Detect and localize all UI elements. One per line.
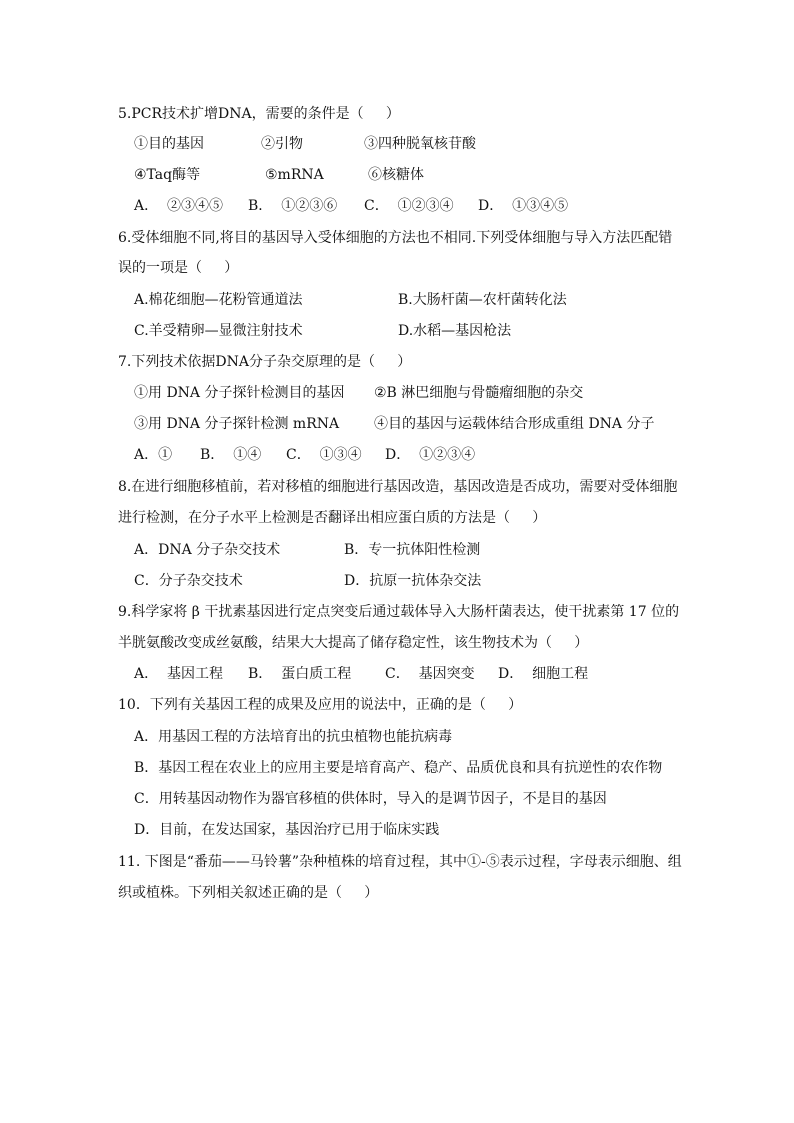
q5-choice-c: C． ①②③④	[364, 198, 454, 214]
q5-choice-a: A． ②③④⑤	[134, 198, 224, 214]
q11-stem-line2: 织或植株。下列相关叙述正确的是（ ）	[118, 885, 379, 901]
q6-stem-line1: 6.受体细胞不同,将目的基因导入受体细胞的方法也不相同.下列受体细胞与导入方法匹配错	[118, 230, 673, 246]
q10-stem: 10．下列有关基因工程的成果及应用的说法中，正确的是（ ）	[118, 697, 523, 713]
q5-item-6: ⑥核糖体	[368, 167, 424, 183]
q9-choice-d: D． 细胞工程	[498, 666, 589, 682]
q6-stem-line2: 误的一项是（ ）	[118, 260, 239, 276]
q8-choice-c: C．分子杂交技术	[134, 573, 243, 589]
q10-choice-a: A．用基因工程的方法培育出的抗虫植物也能抗病毒	[134, 729, 453, 745]
q10-choice-d: D．目前，在发达国家，基因治疗已用于临床实践	[134, 822, 440, 838]
q7-item-2: ②B 淋巴细胞与骨髓瘤细胞的杂交	[374, 385, 584, 401]
q10-choice-c: C．用转基因动物作为器官移植的供体时，导入的是调节因子，不是目的基因	[134, 791, 607, 807]
q7-item-3: ③用 DNA 分子探针检测 mRNA	[134, 416, 340, 432]
q7-stem: 7.下列技术依据DNA分子杂交原理的是（ ）	[118, 354, 412, 370]
q9-choice-c: C． 基因突变	[385, 666, 475, 682]
q5-item-3: ③四种脱氧核苷酸	[364, 136, 476, 152]
q5-item-2: ②引物	[261, 136, 303, 152]
q8-choice-a: A．DNA 分子杂交技术	[134, 542, 281, 558]
q7-choice-d: D． ①②③④	[385, 447, 476, 463]
q7-choice-b: B． ①④	[200, 447, 262, 463]
q9-stem-line2: 半胱氨酸改变成丝氨酸，结果大大提高了储存稳定性，该生物技术为（ ）	[118, 635, 589, 651]
q6-choice-d: D.水稻—基因枪法	[398, 323, 512, 339]
q8-stem-line1: 8.在进行细胞移植前，若对移植的细胞进行基因改造，基因改造是否成功，需要对受体细胞	[118, 479, 678, 495]
q5-item-5: ⑤mRNA	[265, 167, 324, 183]
q7-item-1: ①用 DNA 分子探针检测目的基因	[134, 385, 345, 401]
q7-choice-a: A．①	[134, 447, 173, 463]
q5-item-4: ④Taq酶等	[134, 167, 201, 183]
q6-choice-a: A.棉花细胞—花粉管通道法	[134, 292, 303, 308]
q6-choice-c: C.羊受精卵—显微注射技术	[134, 323, 303, 339]
q9-choice-a: A． 基因工程	[134, 666, 224, 682]
q5-choice-b: B． ①②③⑥	[248, 198, 338, 214]
q8-choice-b: B．专一抗体阳性检测	[344, 542, 481, 558]
q5-choice-d: D． ①③④⑤	[478, 198, 569, 214]
q6-choice-b: B.大肠杆菌—农杆菌转化法	[398, 292, 567, 308]
q9-stem-line1: 9.科学家将 β 干扰素基因进行定点突变后通过载体导入大肠杆菌表达，使干扰素第 17 位的	[118, 604, 680, 620]
q7-choice-c: C． ①③④	[286, 447, 362, 463]
q8-stem-line2: 进行检测，在分子水平上检测是否翻译出相应蛋白质的方法是（ ）	[118, 510, 547, 526]
q10-choice-b: B．基因工程在农业上的应用主要是培育高产、稳产、品质优良和具有抗逆性的农作物	[134, 760, 663, 776]
q9-choice-b: B． 蛋白质工程	[248, 666, 352, 682]
q7-item-4: ④目的基因与运载体结合形成重组 DNA 分子	[374, 416, 655, 432]
q8-choice-d: D．抗原一抗体杂交法	[344, 573, 482, 589]
q11-stem-line1: 11. 下图是“番茄——马铃薯”杂种植株的培育过程，其中①-⑤表示过程，字母表示细胞、组	[118, 854, 682, 870]
q5-item-1: ①目的基因	[134, 136, 204, 152]
q5-stem: 5.PCR技术扩增DNA，需要的条件是（ ）	[118, 106, 400, 122]
